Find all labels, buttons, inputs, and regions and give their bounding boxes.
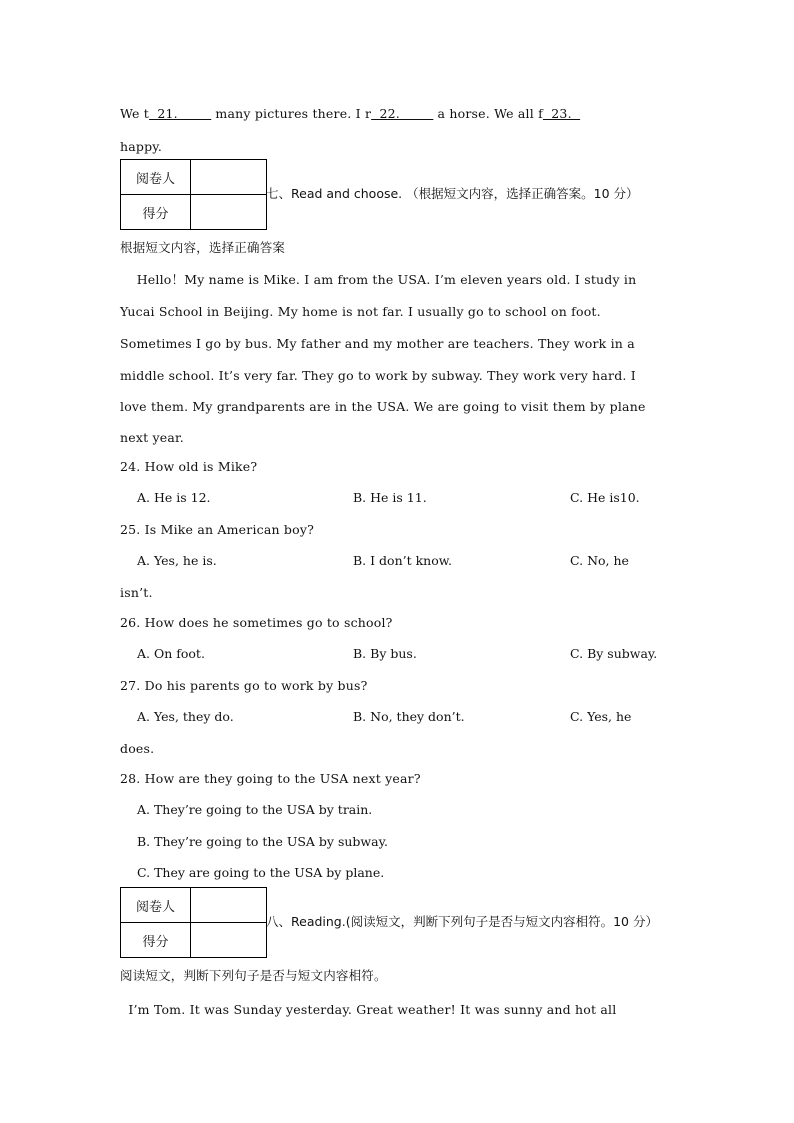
score-cell xyxy=(191,923,267,958)
score-cell xyxy=(191,195,267,230)
option-28-c: C. They are going to the USA by plane. xyxy=(137,865,385,880)
question-28: 28. How are they going to the USA next year? xyxy=(120,771,421,786)
option-27-c-cont: does. xyxy=(120,741,155,756)
option-25-b: B. I don’t know. xyxy=(353,553,452,568)
option-26-b: B. By bus. xyxy=(353,646,417,661)
grader-table-8 xyxy=(120,887,267,958)
passage-line: middle school. It’s very far. They go to work by subway. They work very hard. I xyxy=(120,368,636,383)
option-25-c-cont: isn’t. xyxy=(120,585,153,600)
option-28-b: B. They’re going to the USA by subway. xyxy=(137,834,388,849)
score-label: 得分 xyxy=(121,195,191,230)
passage-line: Sometimes I go by bus. My father and my mother are teachers. They work in a xyxy=(120,336,635,351)
fill-text-1: We t xyxy=(120,106,150,121)
option-26-a: A. On foot. xyxy=(137,646,205,661)
blank-21: 21. xyxy=(149,106,212,121)
score-label: 得分 xyxy=(121,923,191,958)
passage-line: Hello！My name is Mike. I am from the USA. I’m eleven years old. I study in xyxy=(120,272,637,287)
option-26-c: C. By subway. xyxy=(570,646,658,661)
fill-in-sentence xyxy=(120,106,580,122)
option-25-c: C. No, he xyxy=(570,553,629,568)
passage-line: I’m Tom. It was Sunday yesterday. Great weather! It was sunny and hot all xyxy=(120,1002,617,1017)
option-27-c: C. Yes, he xyxy=(570,709,632,724)
fill-in-sentence-cont: happy. xyxy=(120,139,163,154)
section-8-instruction: 阅读短文，判断下列句子是否与短文内容相符。 xyxy=(120,968,387,983)
question-24: 24. How old is Mike? xyxy=(120,459,258,474)
fill-text-3: a horse. We all f xyxy=(433,106,543,121)
option-27-a: A. Yes, they do. xyxy=(137,709,234,724)
question-26: 26. How does he sometimes go to school? xyxy=(120,615,393,630)
grader-cell xyxy=(191,888,267,923)
option-27-b: B. No, they don’t. xyxy=(353,709,465,724)
grader-label: 阅卷人 xyxy=(121,160,191,195)
passage-line: love them. My grandparents are in the USA. We are going to visit them by plane xyxy=(120,399,646,414)
option-28-a: A. They’re going to the USA by train. xyxy=(137,802,373,817)
passage-line: Yucai School in Beijing. My home is not far. I usually go to school on foot. xyxy=(120,304,601,319)
blank-22: 22. xyxy=(371,106,434,121)
grader-table-7 xyxy=(120,159,267,230)
option-24-b: B. He is 11. xyxy=(353,490,427,505)
option-25-a: A. Yes, he is. xyxy=(137,553,217,568)
question-25: 25. Is Mike an American boy? xyxy=(120,522,315,537)
grader-cell xyxy=(191,160,267,195)
section-8-heading: 八、Reading.(阅读短文，判断下列句子是否与短文内容相符。10 分） xyxy=(266,914,658,929)
question-27: 27. Do his parents go to work by bus? xyxy=(120,678,368,693)
fill-text-2: many pictures there. I r xyxy=(211,106,372,121)
passage-line: next year. xyxy=(120,430,184,445)
option-24-a: A. He is 12. xyxy=(137,490,211,505)
grader-label: 阅卷人 xyxy=(121,888,191,923)
blank-23: 23. xyxy=(542,106,581,121)
section-7-instruction: 根据短文内容，选择正确答案 xyxy=(120,240,286,255)
section-7-heading: 七、Read and choose. （根据短文内容，选择正确答案。10 分） xyxy=(266,186,639,201)
option-24-c: C. He is10. xyxy=(570,490,640,505)
